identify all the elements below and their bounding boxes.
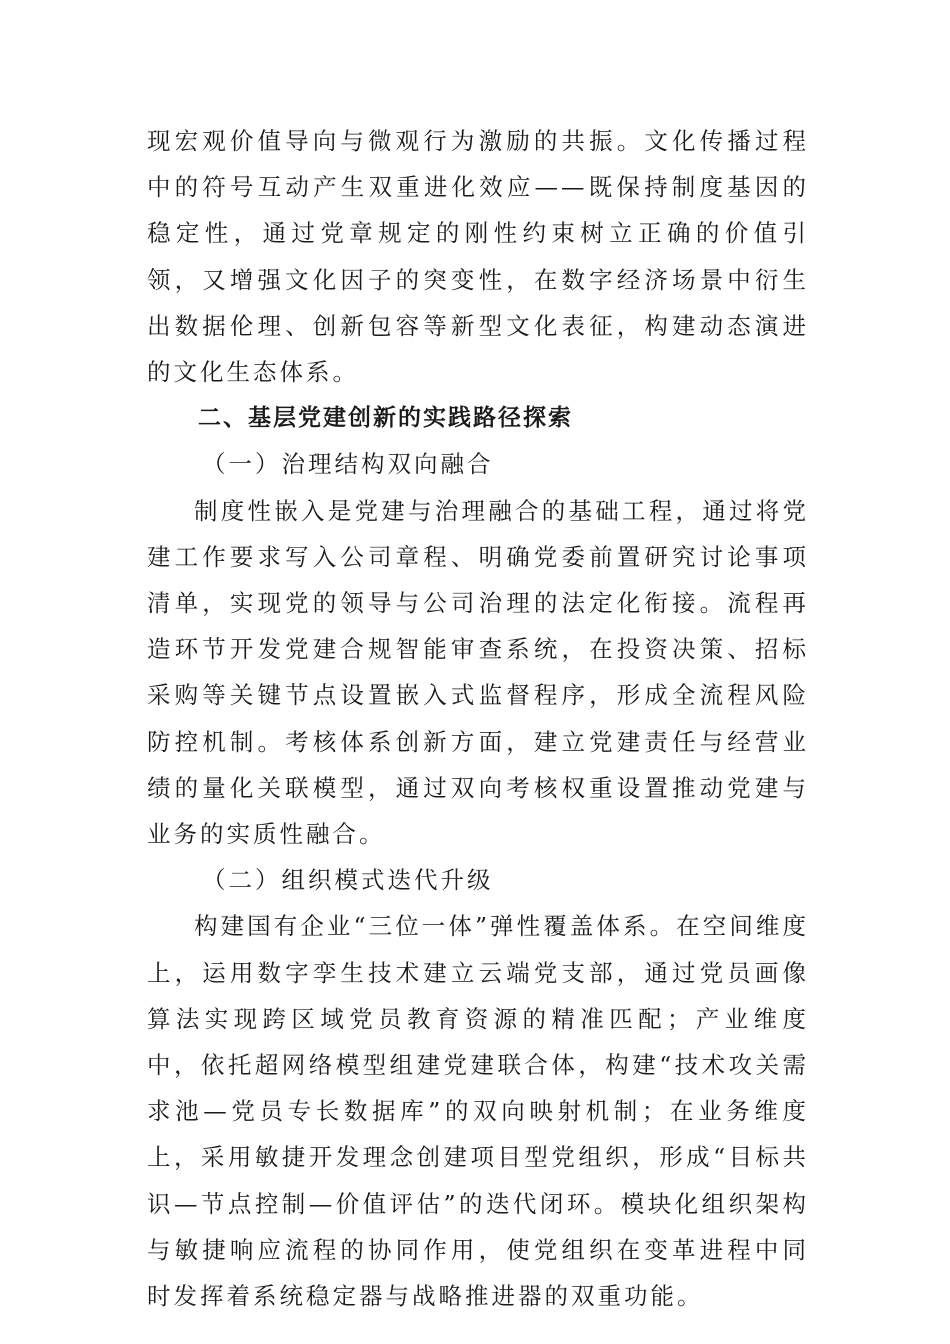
paragraph-organization: 构建国有企业“三位一体”弹性覆盖体系。在空间维度上，运用数字孪生技术建立云端党支部，通过党员画像算法实现跨区域党员教育资源的精准匹配；产业维度中，依托超网络模型组建党建联合体，构建“技术攻关需求池—党员专长数据库”的双向映射机制；在业务维度上，采用敏捷开发理念创建项目型党组织，形成“目标共识—节点控制—价值评估”的迭代闭环。模块化组织架构与敏捷响应流程的协同作用，使党组织在变革进程中同时发挥着系统稳定器与战略推进器的双重功能。	[147, 912, 809, 1311]
intro-paragraph: 现宏观价值导向与微观行为激励的共振。文化传播过程中的符号互动产生双重进化效应——既保持制度基因的稳定性，通过党章规定的刚性约束树立正确的价值引领，又增强文化因子的突变性，在数字经济场景中衍生出数据伦理、创新包容等新型文化表征，构建动态演进的文化生态体系。	[147, 127, 809, 387]
section-heading: 二、基层党建创新的实践路径探索	[198, 405, 573, 432]
document-body	[147, 118, 809, 1319]
subheading-organization: （二）组织模式迭代升级	[202, 866, 494, 895]
subheading-governance: （一）治理结构双向融合	[202, 450, 494, 479]
paragraph-governance: 制度性嵌入是党建与治理融合的基础工程，通过将党建工作要求写入公司章程、明确党委前置研究讨论事项清单，实现党的领导与公司治理的法定化衔接。流程再造环节开发党建合规智能审查系统，在投资决策、招标采购等关键节点设置嵌入式监督程序，形成全流程风险防控机制。考核体系创新方面，建立党建责任与经营业绩的量化关联模型，通过双向考核权重设置推动党建与业务的实质性融合。	[147, 496, 809, 849]
